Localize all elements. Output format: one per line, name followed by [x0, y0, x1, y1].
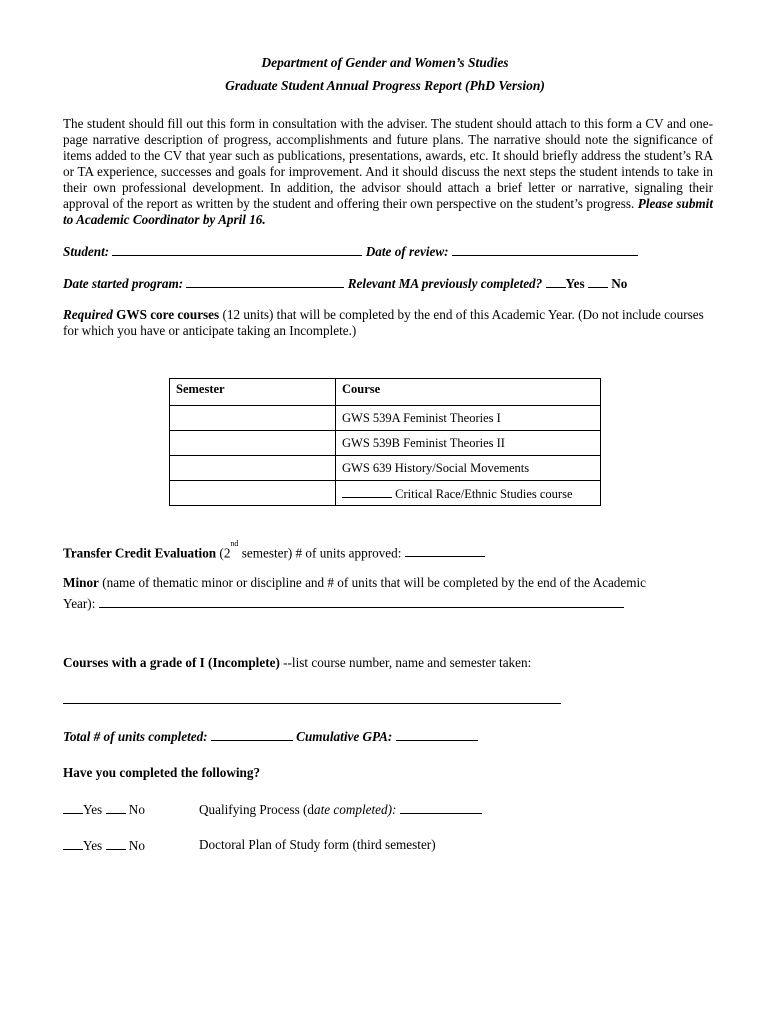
date-completed-label: ate completed): — [314, 802, 397, 817]
ma-yes-label: Yes — [565, 276, 585, 291]
ma-yes-field[interactable] — [546, 275, 566, 288]
date-review-label: Date of review: — [365, 244, 449, 259]
incomplete-label: Courses with a grade of I (Incomplete) — [63, 655, 280, 670]
doctoral-plan-yes-label: Yes — [83, 838, 103, 853]
total-units-field[interactable] — [211, 728, 293, 741]
course-header: Course — [336, 379, 601, 406]
ma-no-label: No — [611, 276, 628, 291]
total-units-label: Total # of units completed: — [63, 729, 208, 744]
ma-no-field[interactable] — [588, 275, 608, 288]
deadline-note: Please submit to Academic Coordinator by April 16. — [63, 196, 714, 227]
qualifying-no-label: No — [128, 802, 145, 817]
table-row — [170, 431, 601, 456]
student-label: Student: — [63, 244, 110, 259]
table-header-row — [170, 379, 601, 406]
totals-row — [63, 728, 478, 745]
department-title: Department of Gender and Women’s Studies — [261, 55, 509, 70]
qualifying-yes-no — [63, 801, 145, 818]
relevant-ma-label: Relevant MA previously completed? — [347, 276, 543, 291]
course-cell: GWS 639 History/Social Movements — [336, 456, 601, 481]
semester-header: Semester — [170, 379, 336, 406]
table-row — [170, 481, 601, 506]
student-row — [63, 243, 638, 260]
date-started-field[interactable] — [186, 275, 344, 288]
gws-core-label: GWS core courses — [116, 307, 220, 322]
gpa-label: Cumulative GPA: — [296, 729, 393, 744]
minor-field[interactable] — [99, 595, 624, 608]
intro-text: The student should fill out this form in consultation with the adviser. The student should attach to this form a CV and one-page narrative description of progress, accomplishments and future plans. The narrative should note the significance of items added to the CV that year such as publications, presentations, awards, etc. It should briefly address the student’s RA or TA experience, successes and goals for improvement. And it should discuss the next steps the student intends to take in their own professional development. In addition, the advisor should attach a brief letter or narrative, signaling their approval of the report as written by the student and offering their own perspective on the student’s progress. — [63, 116, 713, 211]
core-courses-text: (12 units) that will be completed by the end of this Academic Year. (Do not include courses for which you have or anticipate taking an Incomplete.) — [63, 307, 704, 338]
date-review-field[interactable] — [452, 243, 638, 256]
minor-year-row — [63, 595, 624, 612]
qualifying-yes-label: Yes — [83, 802, 103, 817]
gpa-field[interactable] — [396, 728, 478, 741]
course-cell: GWS 539B Feminist Theories II — [336, 431, 601, 456]
qualifying-date-field[interactable] — [400, 801, 482, 814]
minor-year-label: Year): — [63, 596, 96, 611]
form-title: Graduate Student Annual Progress Report (PhD Version) — [225, 78, 545, 93]
student-field[interactable] — [112, 243, 362, 256]
qualifying-process-row — [199, 801, 482, 818]
transfer-text: semester) # of units approved: — [241, 545, 402, 561]
completed-question: Have you completed the following? — [63, 765, 261, 780]
doctoral-plan-yes-no — [63, 837, 145, 854]
elective-course-label: Critical Race/Ethnic Studies course — [395, 486, 573, 501]
transfer-credit-row — [63, 539, 485, 561]
doctoral-plan-no-field[interactable] — [106, 837, 126, 850]
intro-paragraph — [63, 116, 713, 228]
doctoral-plan-no-label: No — [128, 838, 145, 853]
qualifying-process-label: Qualifying Process (d — [199, 802, 315, 817]
minor-paragraph — [63, 575, 713, 591]
qualifying-yes-field[interactable] — [63, 801, 83, 814]
table-row — [170, 406, 601, 431]
core-courses-table — [169, 378, 601, 506]
transfer-paren: (2 — [219, 545, 231, 561]
transfer-credit-label: Transfer Credit Evaluation — [63, 545, 217, 561]
incomplete-row — [63, 655, 531, 671]
course-cell: GWS 539A Feminist Theories I — [336, 406, 601, 431]
incomplete-text: --list course number, name and semester taken: — [283, 655, 532, 670]
minor-label: Minor — [63, 575, 99, 590]
nd-superscript: nd — [230, 539, 239, 548]
core-courses-paragraph — [63, 307, 713, 339]
table-row — [170, 456, 601, 481]
semester-cell[interactable] — [170, 481, 336, 506]
doctoral-plan-label: Doctoral Plan of Study form (third semester) — [199, 837, 436, 852]
doctoral-plan-yes-field[interactable] — [63, 837, 83, 850]
date-started-label: Date started program: — [63, 276, 184, 291]
semester-cell[interactable] — [170, 406, 336, 431]
course-cell — [336, 481, 601, 506]
semester-cell[interactable] — [170, 431, 336, 456]
incomplete-field[interactable] — [63, 702, 561, 704]
qualifying-no-field[interactable] — [106, 801, 126, 814]
semester-cell[interactable] — [170, 456, 336, 481]
required-label: Required — [63, 307, 113, 322]
transfer-units-field[interactable] — [405, 544, 485, 557]
program-row — [63, 275, 627, 292]
minor-text: (name of thematic minor or discipline and # of units that will be completed by the end of the Academic — [102, 575, 647, 590]
elective-course-blank[interactable] — [342, 485, 392, 498]
